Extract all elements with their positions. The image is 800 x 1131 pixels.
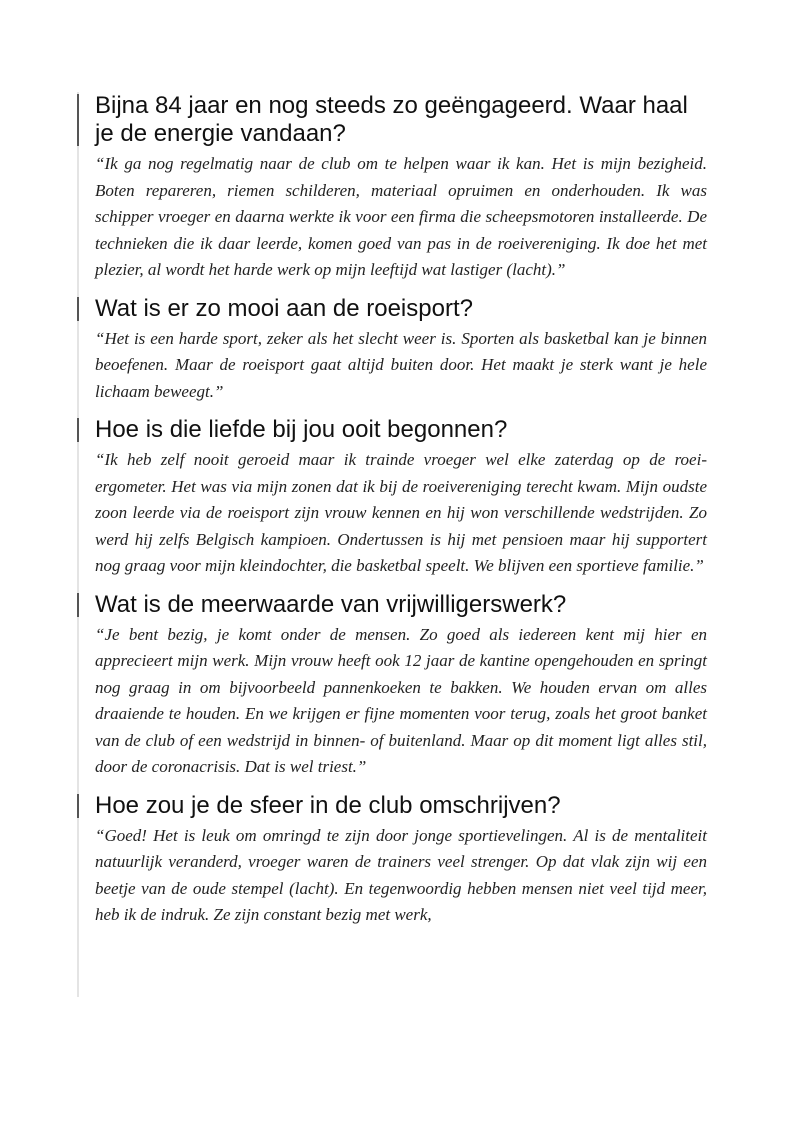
interview-section <box>95 792 707 929</box>
heading-marker-bar <box>77 593 79 617</box>
interview-section <box>95 295 707 406</box>
answer-text: “Ik ga nog regelmatig naar de club om te helpen waar ik kan. Het is mijn bezigheid. Boten repareren, riemen schilderen, materiaal opruimen en onderhouden. Ik was schipper vroeger en daarna werkte ik voor een firma die scheepsmotoren installeerde. De technieken die ik daar leerde, komen goed van pas in de roeivereniging. Ik doe het met plezier, al wordt het harde werk op mijn leeftijd wat lastiger (lacht).” <box>95 154 707 279</box>
question-heading <box>95 295 707 323</box>
question-text: Wat is de meerwaarde van vrijwilligerswerk? <box>95 590 567 618</box>
heading-marker-bar <box>77 418 79 442</box>
answer-text: “Ik heb zelf nooit geroeid maar ik trainde vroeger wel elke zaterdag op de roei-ergometer. Het was via mijn zonen dat ik bij de roeivereniging terecht kwam. Mijn oudste zoon leerde via de roeisport zijn vrouw kennen en hij won verschillende wedstrijden. Zo werd hij zelfs Belgisch kampioen. Ondertussen is hij met pensioen maar hij supportert nog graag voor mijn kleindochter, die basketbal speelt. We blijven een sportieve familie.” <box>95 450 707 575</box>
question-text: Hoe is die liefde bij jou ooit begonnen? <box>95 416 508 443</box>
interview-section <box>95 591 707 781</box>
heading-marker-bar <box>77 297 79 321</box>
answer-text: “Goed! Het is leuk om omringd te zijn door jonge sportievelingen. Al is de mentaliteit natuurlijk veranderd, vroeger waren de trainers veel strenger. Op dat vlak zijn wij een beetje van de oude stempel (lacht). En tegenwoordig hebben mensen niet veel tijd meer, heb ik de indruk. Ze zijn constant bezig met werk, <box>95 825 707 924</box>
interview-section <box>95 416 707 580</box>
question-heading <box>95 92 707 148</box>
question-text: Hoe zou je de sfeer in de club omschrijven? <box>95 791 561 819</box>
question-heading <box>95 591 707 619</box>
quote-margin-rule <box>77 92 79 997</box>
answer-text: “Je bent bezig, je komt onder de mensen. Zo goed als iedereen kent mij hier en apprecieert mijn werk. Mijn vrouw heeft ook 12 jaar de kantine opengehouden en springt nog graag in om bijvoorbeeld pannenkoeken te bakken. We houden ervan om alles draaiende te houden. En we krijgen er fijne momenten voor terug, zoals het groot banket van de club of een wedstrijd in binnen- of buitenland. Maar op dit moment ligt alles stil, door de coronacrisis. Dat is wel triest.” <box>95 624 707 776</box>
question-text: Wat is er zo mooi aan de roeisport? <box>95 294 473 322</box>
question-heading <box>95 792 707 820</box>
heading-marker-bar <box>77 794 79 818</box>
question-heading <box>95 416 707 444</box>
answer-text: “Het is een harde sport, zeker als het slecht weer is. Sporten als basketbal kan je binnen beoefenen. Maar de roeisport gaat altijd buiten door. Het maakt je sterk want je hele lichaam beweegt.” <box>95 328 707 401</box>
interview-content <box>95 92 707 940</box>
interview-section <box>95 92 707 284</box>
heading-marker-bar <box>77 94 79 146</box>
question-text: Bijna 84 jaar en nog steeds zo geëngageerd. Waar haal je de energie vandaan? <box>95 92 688 147</box>
